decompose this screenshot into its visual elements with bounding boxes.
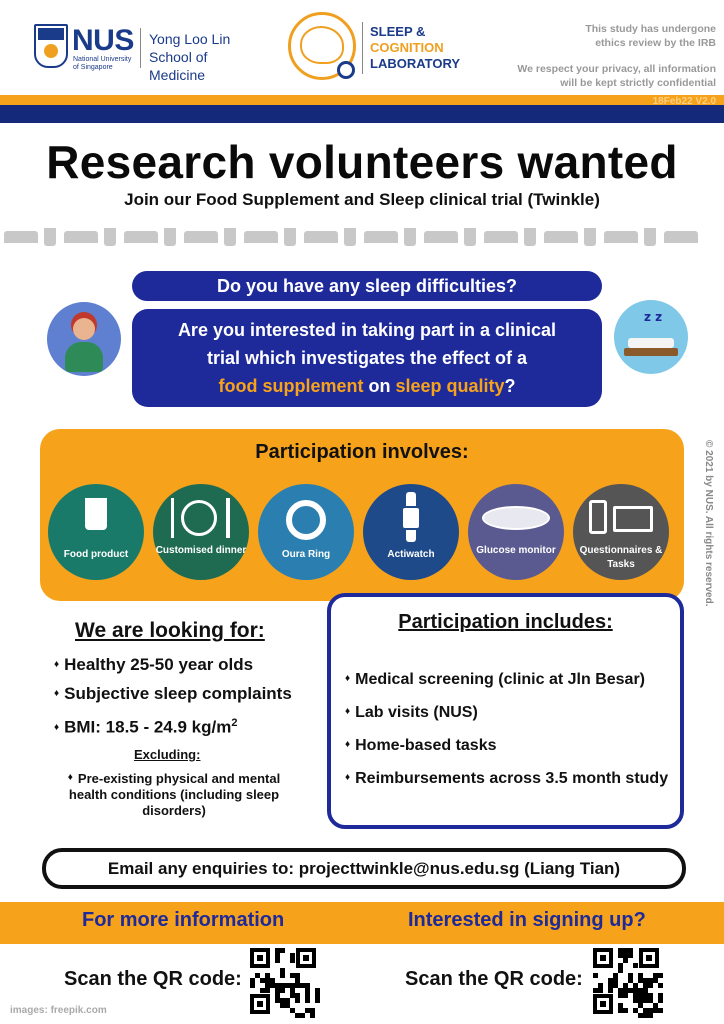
- involves-title: Participation involves:: [255, 441, 469, 463]
- involves-item: [258, 484, 354, 580]
- highlight-food-supplement: food supplement: [218, 376, 364, 396]
- cup-outline-icon: [584, 228, 596, 246]
- bed-outline-icon: [364, 231, 398, 243]
- more-info-heading: For more information: [82, 909, 285, 931]
- question-line-3: [132, 372, 602, 400]
- plate-icon: [153, 484, 249, 548]
- page-title: Research volunteers wanted: [46, 136, 678, 188]
- devices-icon: [573, 484, 669, 548]
- involves-item: [153, 484, 249, 580]
- cup-outline-icon: [644, 228, 656, 246]
- school-line-1: Yong Loo Lin: [149, 31, 231, 47]
- question-mark: ?: [504, 376, 516, 396]
- question-line-2: trial which investigates the effect of a: [206, 348, 528, 368]
- looking-for-item: ♦ Subjective sleep complaints: [54, 684, 292, 703]
- bed-outline-icon: [124, 231, 158, 243]
- qr-module: [250, 983, 255, 988]
- bed-outline-icon: [664, 231, 698, 243]
- copyright-notice: © 2021 by NUS. All rights reserved.: [703, 440, 714, 607]
- involves-item-label: Actiwatch: [387, 549, 435, 560]
- qr-module: [633, 963, 638, 968]
- qr-module: [593, 973, 598, 978]
- bed-outline-icon: [484, 231, 518, 243]
- qr-code-info[interactable]: [250, 948, 320, 1018]
- looking-for-title: We are looking for:: [75, 619, 265, 642]
- includes-list: [345, 667, 675, 799]
- watch-icon: [363, 484, 459, 548]
- lab-line-1: SLEEP &: [370, 24, 426, 39]
- email-enquiries[interactable]: Email any enquiries to: projecttwinkle@nus.edu.sg (Liang Tian): [42, 848, 686, 889]
- cup-outline-icon: [464, 228, 476, 246]
- bed-outline-icon: [544, 231, 578, 243]
- qr-module: [310, 1013, 315, 1018]
- qr-module: [648, 1013, 653, 1018]
- cup-outline-icon: [284, 228, 296, 246]
- involves-item: [573, 484, 669, 580]
- bed-outline-icon: [4, 231, 38, 243]
- image-credit: images: freepik.com: [10, 1005, 107, 1016]
- qr-module: [275, 958, 280, 963]
- qr-finder-icon: [639, 948, 659, 968]
- includes-item: ♦ Medical screening (clinic at Jln Besar): [345, 671, 645, 688]
- school-name: [149, 30, 244, 84]
- participation-involves-panel: [40, 429, 684, 601]
- school-line-2: School of Medicine: [149, 49, 208, 83]
- qr-module: [295, 998, 300, 1003]
- qr-module: [623, 958, 628, 963]
- ring-icon: [258, 484, 354, 548]
- bed-outline-icon: [244, 231, 278, 243]
- involves-item-label: Food product: [63, 549, 129, 560]
- qr-finder-icon: [296, 948, 316, 968]
- qr-module: [280, 948, 285, 953]
- qr-module: [623, 993, 628, 998]
- qr-module: [598, 988, 603, 993]
- header: [0, 0, 724, 95]
- cup-outline-icon: [344, 228, 356, 246]
- looking-for-list: [54, 653, 292, 745]
- cup-outline-icon: [164, 228, 176, 246]
- qr-finder-icon: [593, 994, 613, 1014]
- qr-module: [300, 1013, 305, 1018]
- header-band-navy: [0, 105, 724, 123]
- includes-item: ♦ Home-based tasks: [345, 737, 497, 754]
- sensor-icon: [468, 484, 564, 548]
- involves-item-label: Oura Ring: [281, 549, 331, 560]
- qr-module: [305, 998, 310, 1003]
- irb-line-1: This study has undergone: [585, 23, 716, 35]
- includes-item: ♦ Reimbursements across 3.5 month study: [345, 770, 669, 787]
- lab-line-2: COGNITION: [370, 40, 444, 55]
- involves-item: [363, 484, 459, 580]
- participation-includes-panel: [327, 593, 684, 829]
- looking-for-item: ♦ Healthy 25-50 year olds: [54, 655, 254, 674]
- cup-outline-icon: [404, 228, 416, 246]
- lab-name: [370, 24, 460, 72]
- involves-item-label: Customised dinner: [155, 545, 247, 556]
- question-line-1: Are you interested in taking part in a clinical: [177, 320, 557, 340]
- qr-module: [280, 973, 285, 978]
- privacy-line-2: will be kept strictly confidential: [560, 77, 716, 89]
- includes-item: ♦ Lab visits (NUS): [345, 704, 478, 721]
- bed-outline-icon: [604, 231, 638, 243]
- qr-module: [290, 958, 295, 963]
- lab-logo-divider: [362, 22, 363, 74]
- nus-logo: [34, 24, 244, 83]
- excluding-title: Excluding:: [134, 747, 201, 762]
- qr-module: [623, 1008, 628, 1013]
- sleeping-person-icon: z z: [614, 300, 688, 374]
- cup-outline-icon: [44, 228, 56, 246]
- qr-module: [658, 998, 663, 1003]
- privacy-line-1: We respect your privacy, all information: [517, 63, 716, 75]
- privacy-notice: [496, 62, 716, 90]
- qr-finder-icon: [250, 994, 270, 1014]
- qr-module: [315, 998, 320, 1003]
- bed-outline-icon: [184, 231, 218, 243]
- irb-line-2: ethics review by the IRB: [595, 37, 716, 49]
- bed-outline-icon: [64, 231, 98, 243]
- qr-module: [658, 1008, 663, 1013]
- excluding-text: ♦ Pre-existing physical and mental health conditions (including sleep disorders): [67, 771, 281, 818]
- highlight-sleep-quality: sleep quality: [395, 376, 505, 396]
- qr-finder-icon: [250, 948, 270, 968]
- lab-logo: [288, 12, 461, 84]
- qr-module: [628, 953, 633, 958]
- irb-notice: [506, 22, 716, 50]
- bed-outline-icon: [424, 231, 458, 243]
- qr-module: [658, 983, 663, 988]
- scan-qr-label-right: Scan the QR code:: [405, 968, 583, 990]
- nus-crest-icon: [34, 24, 68, 68]
- looking-for-item: ♦ BMI: 18.5 - 24.9 $kg/m^2$: [54, 717, 238, 737]
- cup-outline-icon: [524, 228, 536, 246]
- nus-wordmark: NUS: [72, 24, 134, 57]
- qr-finder-icon: [593, 948, 613, 968]
- bed-outline-icon: [304, 231, 338, 243]
- includes-title: Participation includes:: [398, 611, 613, 633]
- signing-up-heading: Interested in signing up?: [408, 909, 646, 931]
- page-subtitle: Join our Food Supplement and Sleep clinical trial (Twinkle): [124, 190, 600, 209]
- qr-module: [280, 988, 285, 993]
- qr-module: [648, 983, 653, 988]
- cup-icon: [48, 484, 144, 548]
- qr-module: [618, 968, 623, 973]
- involves-item: [48, 484, 144, 580]
- qr-module: [608, 988, 613, 993]
- involves-item-label: Glucose monitor: [476, 545, 556, 556]
- lab-line-3: LABORATORY: [370, 56, 461, 71]
- person-eating-icon: [47, 302, 121, 376]
- cup-outline-icon: [224, 228, 236, 246]
- decorative-icon-strip: [0, 227, 724, 247]
- brain-icon: [288, 12, 356, 80]
- cup-outline-icon: [104, 228, 116, 246]
- version-label: 18Feb22 V2.0: [652, 96, 716, 107]
- nus-subtitle: National University of Singapore: [73, 56, 132, 71]
- question-connector: on: [363, 376, 396, 396]
- involves-item: [468, 484, 564, 580]
- qr-module: [658, 973, 663, 978]
- involves-item-label: Questionnaires & Tasks: [579, 545, 663, 570]
- qr-code-signup[interactable]: [593, 948, 663, 1018]
- question-interest: [132, 309, 602, 407]
- question-sleep-difficulties: Do you have any sleep difficulties?: [132, 271, 602, 301]
- bmi-superscript: 2: [231, 717, 238, 729]
- qr-module: [265, 988, 270, 993]
- header-band-orange: [0, 95, 724, 105]
- scan-qr-label-left: Scan the QR code:: [64, 968, 242, 990]
- logo-divider: [140, 28, 141, 68]
